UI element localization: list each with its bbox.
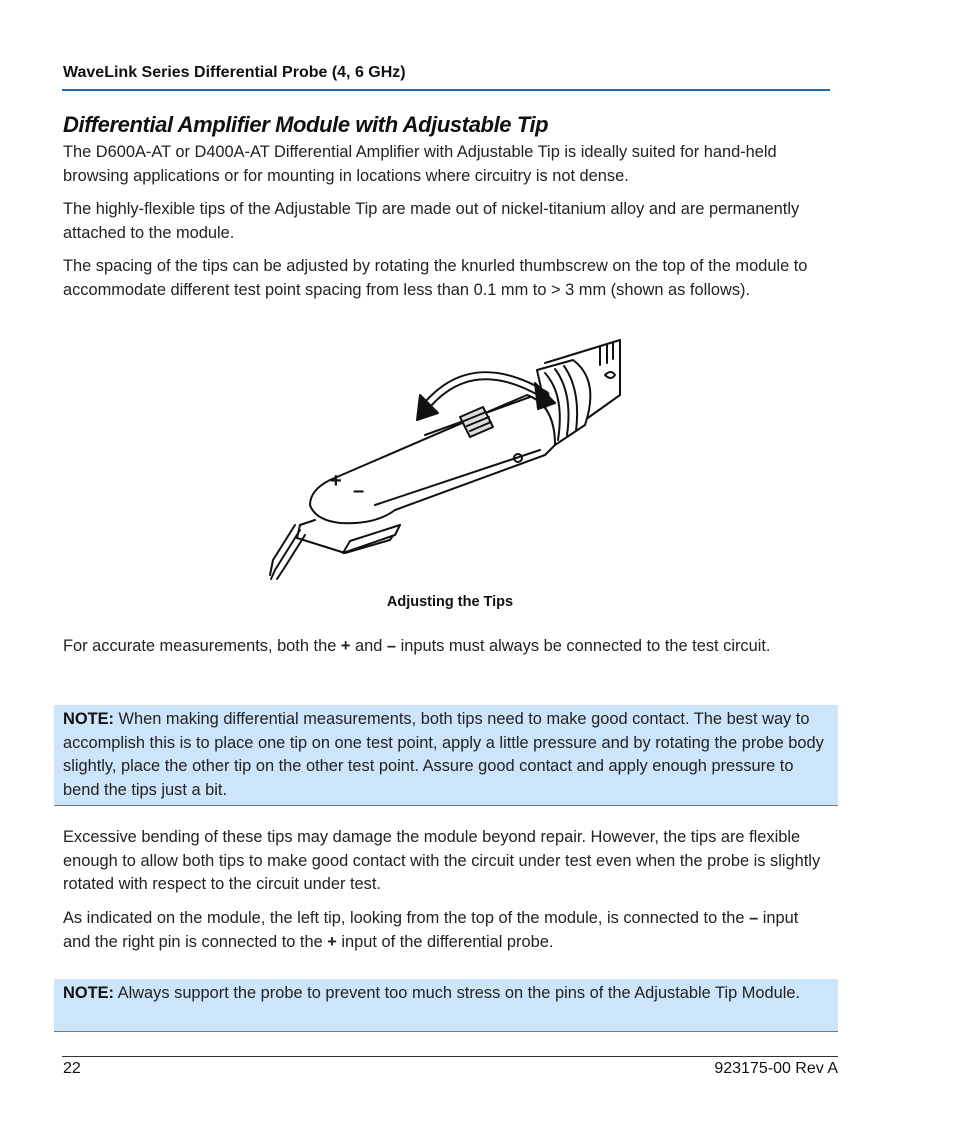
plus-symbol: +: [327, 932, 337, 951]
tips-material-paragraph: The highly-flexible tips of the Adjustable Tip are made out of nickel-titanium alloy and are permanently attached to the module.: [63, 200, 800, 242]
running-header: WaveLink Series Differential Probe (4, 6 GHz): [63, 64, 406, 81]
plus-symbol: +: [340, 637, 351, 655]
intro-paragraph: The D600A-AT or D400A-AT Differential Amplifier with Adjustable Tip is ideally suited for hand-held browsing applications or for mounting in locations where circuitry is not dense.: [63, 143, 777, 185]
note-label: NOTE:: [63, 710, 114, 728]
plus-marking: +: [330, 470, 342, 492]
note-box-contact: [54, 705, 838, 806]
connection-paragraph: For accurate measurements, both the + and – inputs must always be connected to the test circuit.: [63, 637, 771, 655]
note-label: NOTE:: [63, 984, 114, 1002]
note-text: When making differential measurements, both tips need to make good contact. The best way to accomplish this is to place one tip on one test point, apply a little pressure and by rotating the probe body slightly, place the other tip on the other test point. Assure good contact and apply enough pressure to bend the tips just a bit.: [63, 710, 824, 799]
page-number: 22: [63, 1060, 81, 1077]
minus-symbol: –: [386, 637, 397, 655]
tip-spacing-paragraph: The spacing of the tips can be adjusted by rotating the knurled thumbscrew on the top of the module to accommodate different test point spacing from less than 0.1 mm to > 3 mm (shown as follows).: [63, 257, 808, 299]
header-divider: [62, 89, 830, 91]
minus-symbol: –: [749, 909, 759, 927]
section-heading: Differential Amplifier Module with Adjustable Tip: [63, 112, 549, 137]
figure-caption: Adjusting the Tips: [386, 594, 514, 610]
bending-warning-paragraph: Excessive bending of these tips may damage the module beyond repair. However, the tips are flexible enough to allow both tips to make good contact with the circuit under test even when the probe is slightly rotated with respect to the circuit under test.: [63, 828, 821, 893]
polarity-paragraph: As indicated on the module, the left tip, looking from the top of the module, is connected to the – input and the right pin is connected to the + input of the differential probe.: [63, 909, 799, 951]
note-box-support: [54, 979, 838, 1032]
document-id: 923175-00 Rev A: [714, 1060, 838, 1077]
footer-divider: [62, 1056, 838, 1057]
adjustable-tip-illustration: [255, 335, 635, 585]
note-text: Always support the probe to prevent too much stress on the pins of the Adjustable Tip Module.: [114, 984, 801, 1002]
minus-marking: –: [353, 480, 365, 502]
